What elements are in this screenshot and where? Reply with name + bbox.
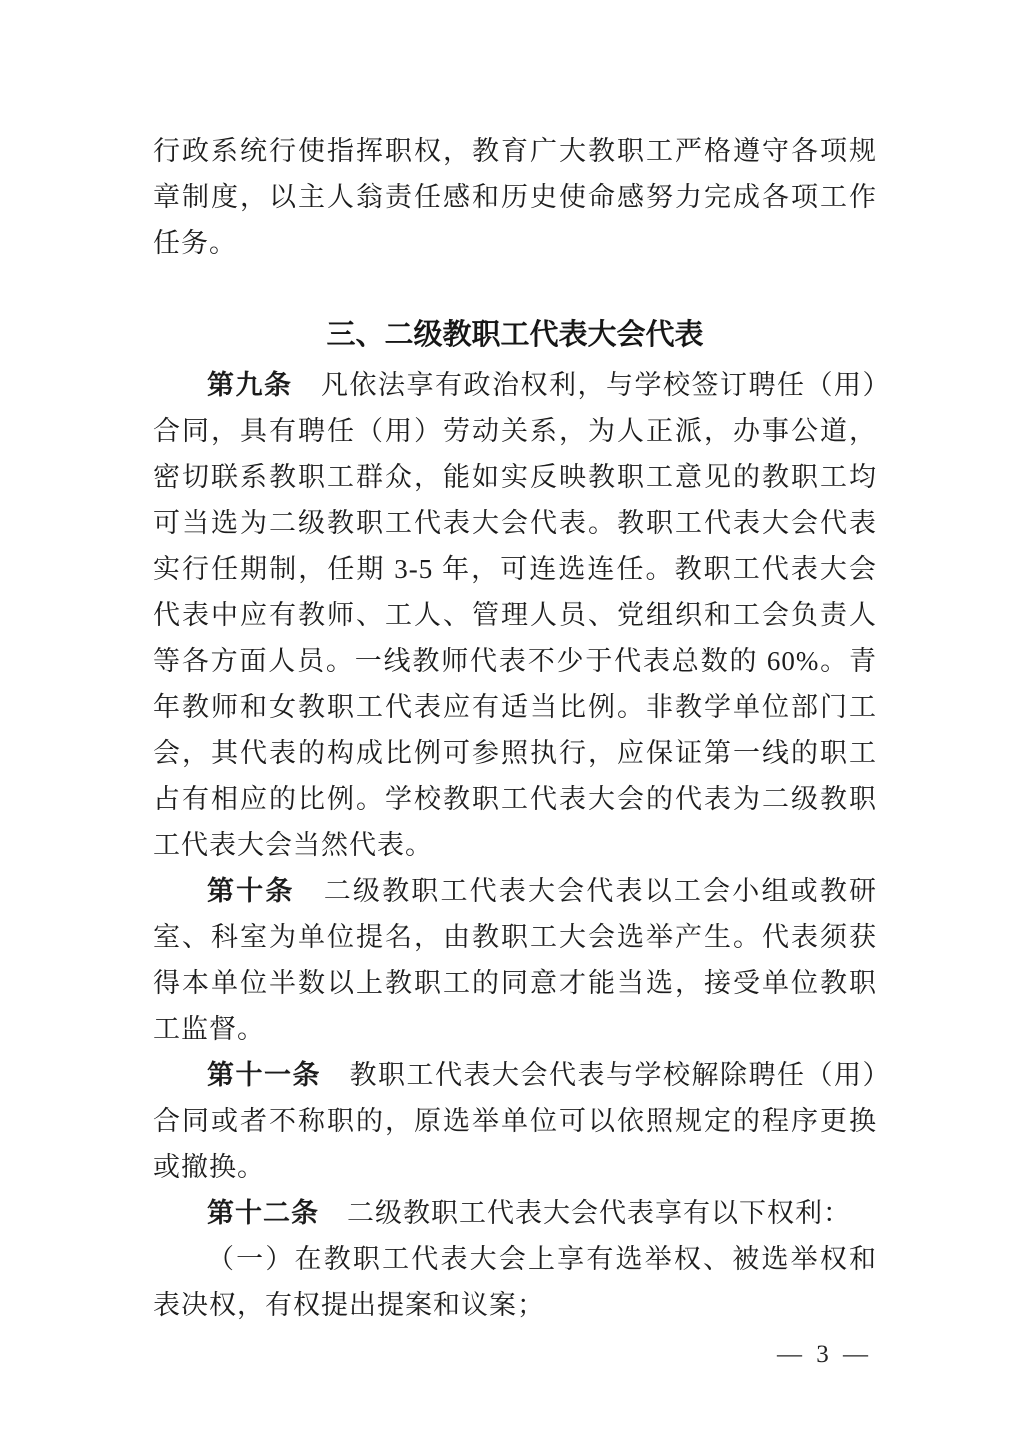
article-10-paragraph	[153, 868, 877, 1052]
section-heading: 三、二级教职工代表大会代表	[326, 319, 704, 351]
article-11-paragraph	[153, 1052, 877, 1190]
article-9-label: 第九条	[207, 370, 293, 400]
paragraph-continuation: 行政系统行使指挥职权，教育广大教职工严格遵守各项规章制度，以主人翁责任感和历史使命感努力完成各项工作任务。	[153, 136, 877, 258]
article-10-text: 二级教职工代表大会代表以工会小组或教研室、科室为单位提名，由教职工大会选举产生。代表须获得本单位半数以上教职工的同意才能当选，接受单位教职工监督。	[153, 876, 878, 1044]
clause-1-paragraph: （一）在教职工代表大会上享有选举权、被选举权和表决权，有权提出提案和议案；	[153, 1244, 877, 1320]
article-9-paragraph	[153, 362, 877, 868]
article-10-label: 第十条	[207, 876, 295, 906]
article-12-text: 二级教职工代表大会代表享有以下权利：	[319, 1198, 851, 1228]
document-body	[153, 128, 877, 1328]
article-12-paragraph	[153, 1190, 877, 1236]
page-number: — 3 —	[777, 1341, 872, 1368]
article-9-text: 凡依法享有政治权利，与学校签订聘任（用）合同，具有聘任（用）劳动关系，为人正派，办事公道，密切联系教职工群众，能如实反映教职工意见的教职工均可当选为二级教职工代表大会代表。教职工代表大会代表实行任期制，任期 3-5 年，可连选连任。教职工代表大会代表中应有教师、工人、管理人员、党组织和工会负责人等各方面人员。一线教师代表不少于代表总数的 60%。青年教师和女教职工代表应有适当比例。非教学单位部门工会，其代表的构成比例可参照执行，应保证第一线的职工占有相应的比例。学校教职工代表大会的代表为二级教职工代表大会当然代表。	[153, 370, 877, 860]
article-12-label: 第十二条	[207, 1198, 319, 1228]
article-11-text: 教职工代表大会代表与学校解除聘任（用）合同或者不称职的，原选举单位可以依照规定的程序更换或撤换。	[153, 1060, 877, 1182]
article-11-label: 第十一条	[207, 1060, 321, 1090]
